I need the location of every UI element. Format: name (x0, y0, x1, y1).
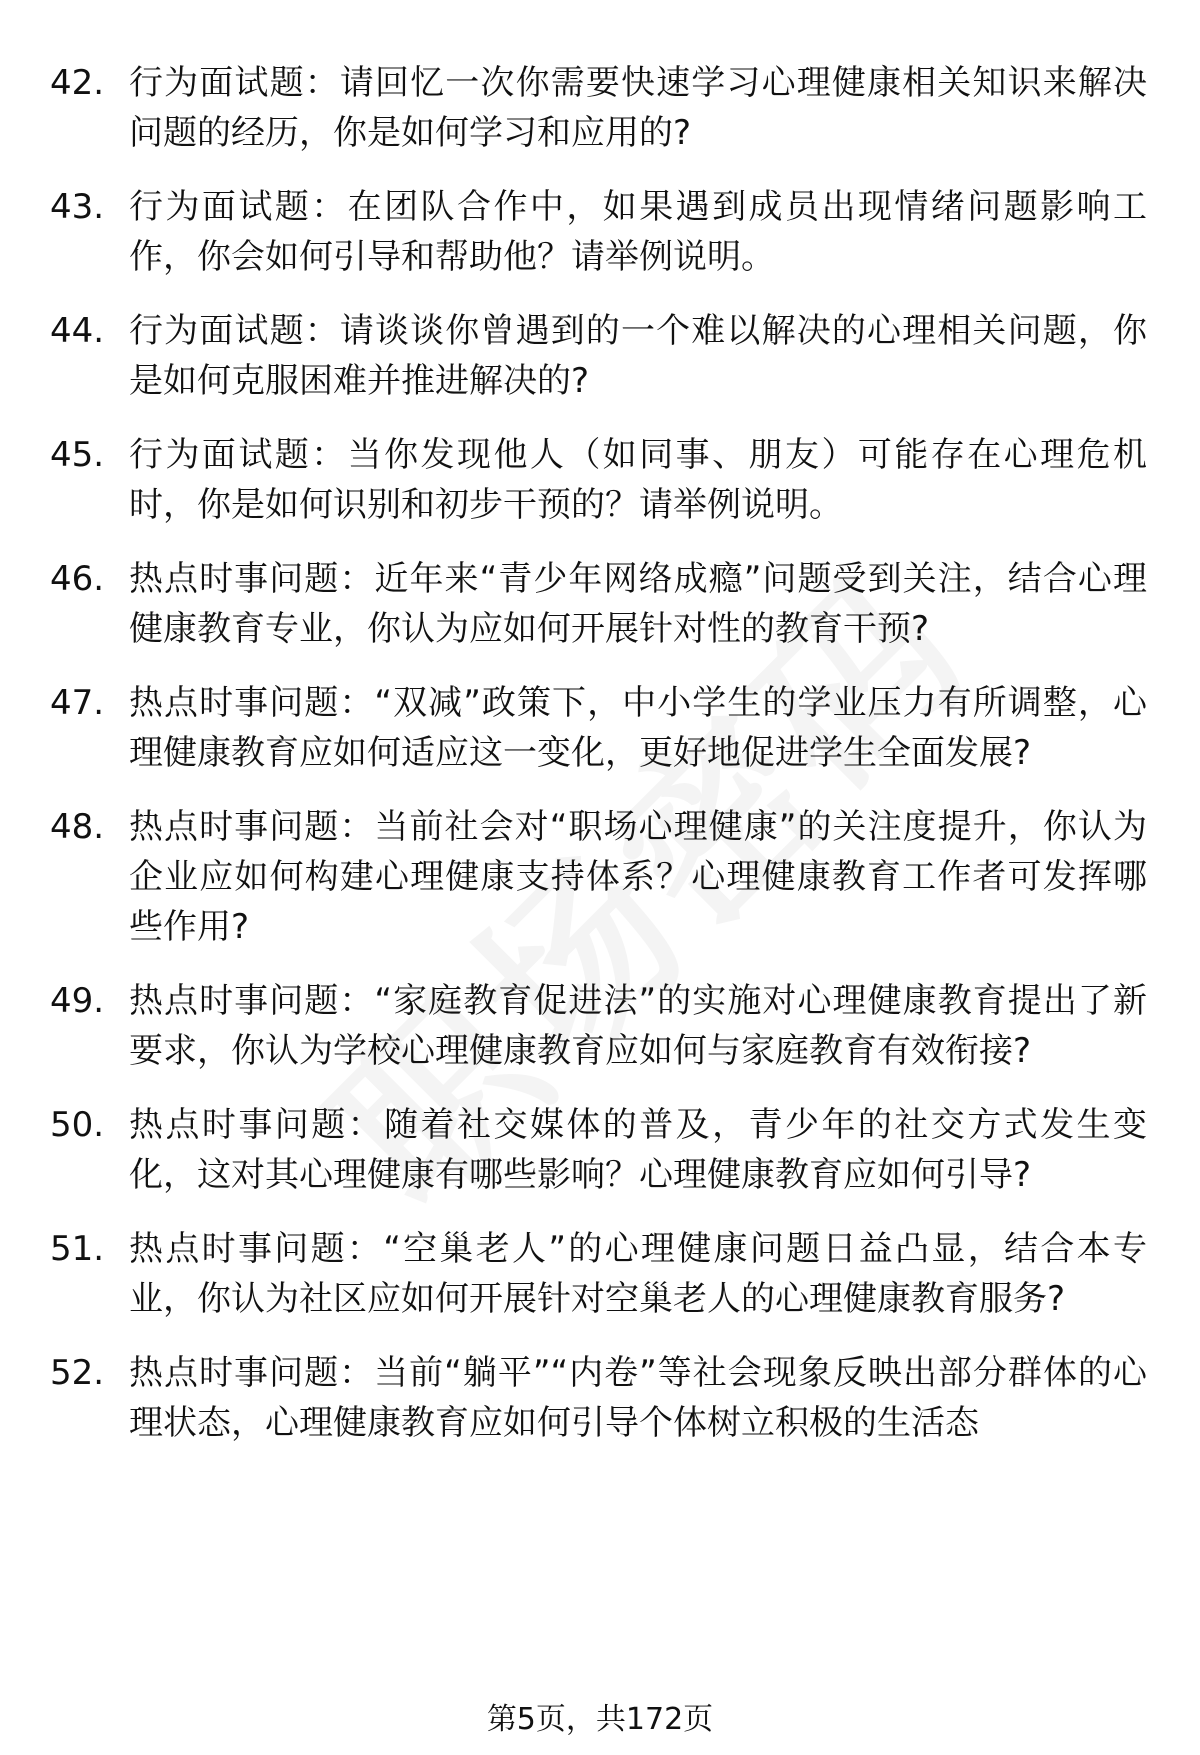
question-text: 热点时事问题：随着社交媒体的普及，青少年的社交方式发生变化，这对其心理健康有哪些影响？心理健康教育应如何引导? (129, 1105, 1147, 1195)
question-text: 热点时事问题：“家庭教育促进法”的实施对心理健康教育提出了新要求，你认为学校心理健康教育应如何与家庭教育有效衔接? (129, 981, 1147, 1071)
question-number: 48. (50, 807, 105, 847)
question-number: 47. (50, 683, 105, 723)
question-number: 46. (50, 559, 105, 599)
page-footer: 第5页，共172页 (486, 1702, 714, 1737)
question-number: 44. (50, 311, 105, 351)
question-number: 50. (50, 1105, 105, 1145)
list-item (50, 802, 1150, 952)
question-number: 45. (50, 435, 105, 475)
question-text: 行为面试题：在团队合作中，如果遇到成员出现情绪问题影响工作，你会如何引导和帮助他？请举例说明。 (129, 187, 1147, 277)
question-number: 42. (50, 63, 105, 103)
question-text: 热点时事问题：“双减”政策下，中小学生的学业压力有所调整，心理健康教育应如何适应这一变化，更好地促进学生全面发展? (129, 683, 1147, 773)
question-text: 行为面试题：当你发现他人（如同事、朋友）可能存在心理危机时，你是如何识别和初步干预的？请举例说明。 (129, 435, 1147, 525)
question-text: 热点时事问题：近年来“青少年网络成瘾”问题受到关注，结合心理健康教育专业，你认为应如何开展针对性的教育干预? (129, 559, 1147, 649)
list-item (50, 1224, 1150, 1324)
question-number: 52. (50, 1353, 105, 1393)
question-text: 热点时事问题：“空巢老人”的心理健康问题日益凸显，结合本专业，你认为社区应如何开展针对空巢老人的心理健康教育服务? (129, 1229, 1147, 1319)
list-item (50, 58, 1150, 158)
question-number: 51. (50, 1229, 105, 1269)
list-item (50, 182, 1150, 282)
list-item (50, 1348, 1150, 1448)
question-list (50, 58, 1150, 1472)
list-item (50, 678, 1150, 778)
question-number: 43. (50, 187, 105, 227)
list-item (50, 976, 1150, 1076)
question-text: 热点时事问题：当前社会对“职场心理健康”的关注度提升，你认为企业应如何构建心理健康支持体系？心理健康教育工作者可发挥哪些作用? (129, 807, 1147, 947)
question-text: 行为面试题：请谈谈你曾遇到的一个难以解决的心理相关问题，你是如何克服困难并推进解决的? (129, 311, 1147, 401)
list-item (50, 430, 1150, 530)
question-number: 49. (50, 981, 105, 1021)
question-text: 热点时事问题：当前“躺平”“内卷”等社会现象反映出部分群体的心理状态，心理健康教育应如何引导个体树立积极的生活态 (129, 1353, 1147, 1443)
question-text: 行为面试题：请回忆一次你需要快速学习心理健康相关知识来解决问题的经历，你是如何学习和应用的? (129, 63, 1147, 153)
list-item (50, 1100, 1150, 1200)
list-item (50, 554, 1150, 654)
list-item (50, 306, 1150, 406)
